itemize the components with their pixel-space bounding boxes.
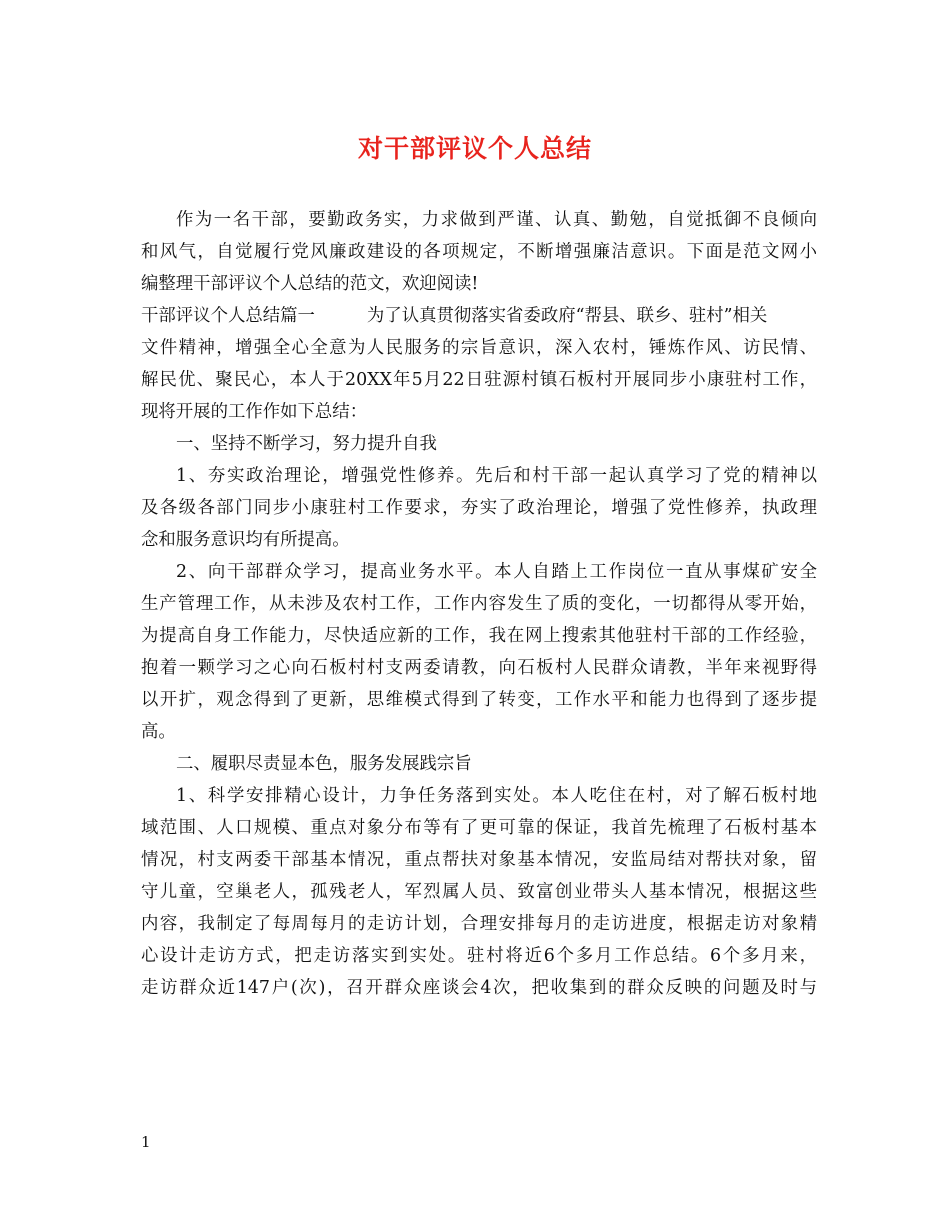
part-one-line: 现将开展的工作作如下总结：	[141, 402, 368, 422]
intro-line: 和风气，自觉履行党风廉政建设的各项规定，不断增强廉洁意识。下面是范文网小	[141, 242, 817, 262]
intro-line: 作为一名干部，要勤政务实，力求做到严谨、认真、勤勉，自觉抵御不良倾向	[176, 210, 817, 230]
point-one-one-line: 及各级各部门同步小康驻村工作要求，夯实了政治理论，增强了党性修养，执政理	[141, 498, 817, 518]
intro-line: 编整理干部评议个人总结的范文，欢迎阅读!	[141, 274, 479, 294]
page-number: 1	[141, 1133, 151, 1151]
point-one-one-line: 1、夯实政治理论，增强党性修养。先后和村干部一起认真学习了党的精神以	[176, 466, 817, 486]
point-one-one-line: 念和服务意识均有所提高。	[141, 530, 350, 550]
part-one-line: 文件精神，增强全心全意为人民服务的宗旨意识，深入农村，锤炼作风、访民情、	[141, 338, 817, 358]
section-heading-two: 二、履职尽责显本色，服务发展践宗旨	[176, 754, 472, 774]
part-one-first-text: 为了认真贯彻落实省委政府“帮县、联乡、驻村”相关	[366, 306, 768, 326]
section-heading-one: 一、坚持不断学习，努力提升自我	[176, 434, 437, 454]
document-body	[141, 204, 817, 1004]
point-one-two-line: 为提高自身工作能力，尽快适应新的工作，我在网上搜索其他驻村干部的工作经验，	[141, 626, 817, 646]
part-one-label: 干部评议个人总结篇一	[141, 306, 315, 326]
point-two-one-line: 走访群众近147户(次)，召开群众座谈会4次，把收集到的群众反映的问题及时与	[141, 978, 817, 998]
point-two-one-line: 1、科学安排精心设计，力争任务落到实处。本人吃住在村，对了解石板村地	[176, 786, 817, 806]
page-title: 对干部评议个人总结	[357, 134, 592, 163]
point-two-one-line: 守儿童，空巢老人，孤残老人，军烈属人员、致富创业带头人基本情况，根据这些	[141, 882, 817, 902]
point-one-two-line: 2、向干部群众学习，提高业务水平。本人自踏上工作岗位一直从事煤矿安全	[176, 562, 817, 582]
point-one-two-line: 高。	[141, 722, 176, 742]
point-one-two-line: 生产管理工作，从未涉及农村工作，工作内容发生了质的变化，一切都得从零开始，	[141, 594, 817, 614]
point-two-one-line: 域范围、人口规模、重点对象分布等有了更可靠的保证，我首先梳理了石板村基本	[141, 818, 817, 838]
point-two-one-line: 心设计走访方式，把走访落实到实处。驻村将近6个多月工作总结。6个多月来，	[141, 946, 817, 966]
part-one-line: 解民优、聚民心，本人于20XX年5月22日驻源村镇石板村开展同步小康驻村工作，	[141, 370, 817, 390]
point-two-one-line: 内容，我制定了每周每月的走访计划，合理安排每月的走访进度，根据走访对象精	[141, 914, 817, 934]
point-one-two-line: 以开扩，观念得到了更新，思维模式得到了转变，工作水平和能力也得到了逐步提	[141, 690, 817, 710]
point-one-two-line: 抱着一颗学习之心向石板村村支两委请教，向石板村人民群众请教，半年来视野得	[141, 658, 817, 678]
point-two-one-line: 情况，村支两委干部基本情况，重点帮扶对象基本情况，安监局结对帮扶对象，留	[141, 850, 817, 870]
part-one-first-line	[141, 300, 817, 332]
